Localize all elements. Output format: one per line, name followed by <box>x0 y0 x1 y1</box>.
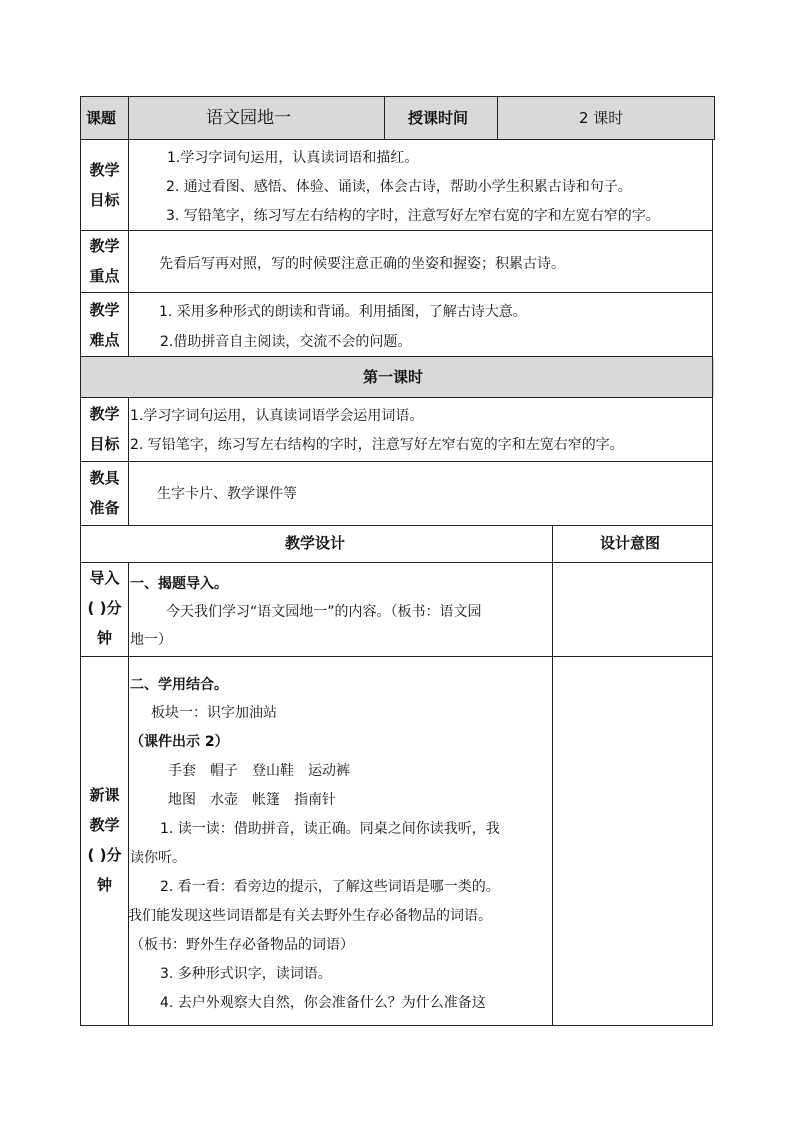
difficulty-line: 1. 采用多种形式的朗读和背诵。利用插图，了解古诗大意。 <box>159 304 527 320</box>
intro-line: 今天我们学习“语文园地一”的内容。（板书：语文园 <box>166 604 482 620</box>
lesson1-goals-label: 教学 目标 <box>89 405 120 453</box>
goal-line: 2. 通过看图、感悟、体验、诵读，体会古诗，帮助小学生积累古诗和句子。 <box>166 179 632 195</box>
rule <box>128 397 129 525</box>
rule <box>80 292 713 293</box>
rule <box>80 525 713 526</box>
lesson1-goal-line: 1.学习字词句运用，认真读词语学会运用词语。 <box>130 408 424 424</box>
rule <box>80 96 715 97</box>
rule <box>80 397 713 398</box>
class-time: 2 课时 <box>579 109 624 127</box>
rule <box>80 230 713 231</box>
new-lesson-label: 新课 教学 ( )分 钟 <box>87 786 122 894</box>
new-lesson-line: 3. 多种形式识字，读词语。 <box>160 966 332 982</box>
goal-line: 1.学习字词句运用，认真读词语和描红。 <box>167 150 419 166</box>
new-lesson-line: 我们能发现这些词语都是有关去野外生存必备物品的词语。 <box>128 908 492 924</box>
course-title: 语文园地一 <box>206 108 291 128</box>
rule <box>384 96 385 140</box>
prep-text: 生字卡片、教学课件等 <box>157 486 297 502</box>
rule <box>712 139 713 1026</box>
new-lesson-line: （板书：野外生存必备物品的词语） <box>130 937 354 953</box>
rule <box>128 96 129 357</box>
course-title-label: 课题 <box>86 109 117 127</box>
intro-label: 导入 ( )分 钟 <box>87 569 122 647</box>
goal-line: 3. 写铅笔字，练习写左右结构的字时，注意写好左窄右宽的字和左宽右窄的字。 <box>166 208 660 224</box>
difficulty-line: 2.借助拼音自主阅读，交流不会的问题。 <box>160 334 412 350</box>
new-lesson-line: 地图 水壶 帐篷 指南针 <box>168 792 336 808</box>
rule <box>80 656 713 657</box>
lesson1-heading: 第一课时 <box>363 368 424 386</box>
goals-label: 教学 目标 <box>89 161 120 209</box>
new-lesson-line: 2. 看一看：看旁边的提示，了解这些词语是哪一类的。 <box>160 879 500 895</box>
class-time-label: 授课时间 <box>408 109 469 127</box>
rule <box>80 1025 713 1026</box>
focus-text: 先看后写再对照，写的时候要注意正确的坐姿和握姿；积累古诗。 <box>159 256 565 272</box>
new-lesson-line: 二、学用结合。 <box>130 677 228 693</box>
intent-header: 设计意图 <box>600 534 661 552</box>
design-header: 教学设计 <box>285 534 346 552</box>
new-lesson-line: 手套 帽子 登山鞋 运动裤 <box>168 763 350 779</box>
rule <box>128 562 129 1026</box>
difficulty-label: 教学 难点 <box>89 301 120 349</box>
rule <box>80 461 713 462</box>
intro-line: 一、揭题导入。 <box>130 576 228 592</box>
prep-label: 教具 准备 <box>89 469 120 517</box>
lesson1-goal-line: 2. 写铅笔字，练习写左右结构的字时，注意写好左窄右宽的字和左宽右窄的字。 <box>130 437 624 453</box>
rule <box>714 96 715 140</box>
new-lesson-line: （课件出示 2） <box>130 734 229 750</box>
new-lesson-line: 板块一：识字加油站 <box>151 705 277 721</box>
new-lesson-line: 4. 去户外观察大自然，你会准备什么？为什么准备这 <box>160 995 486 1011</box>
new-lesson-line: 1. 读一读：借助拼音，读正确。同桌之间你读我听，我 <box>160 821 500 837</box>
new-lesson-line: 读你听。 <box>130 850 186 866</box>
rule <box>80 356 713 357</box>
rule <box>497 96 498 140</box>
rule <box>80 562 713 563</box>
intro-line: 地一） <box>130 632 172 648</box>
focus-label: 教学 重点 <box>89 237 120 285</box>
rule <box>552 525 553 1026</box>
rule <box>80 139 715 140</box>
